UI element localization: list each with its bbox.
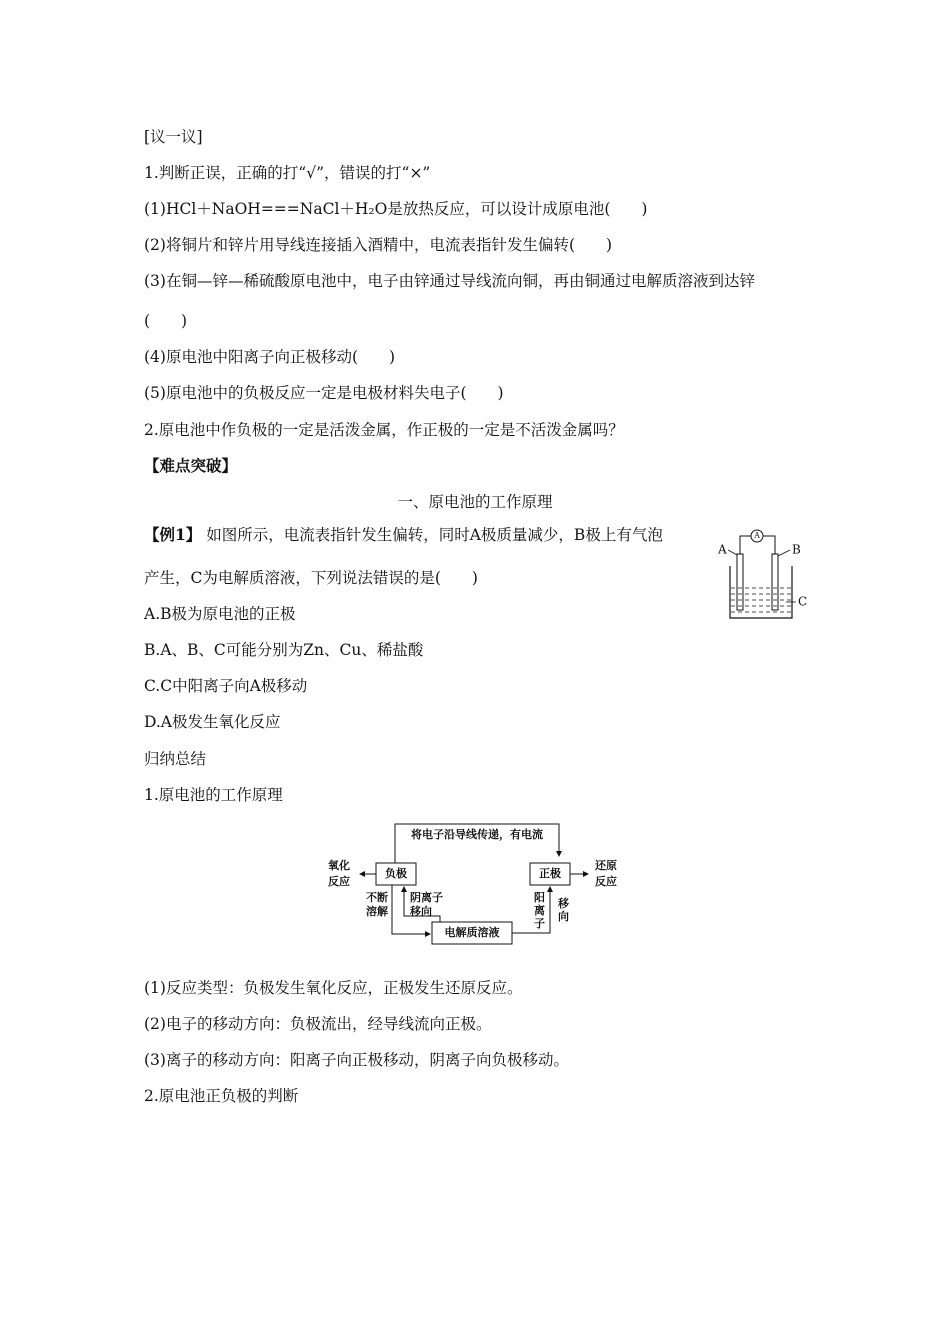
summary-detail-1: (1)反应类型：负极发生氧化反应，正极发生还原反应。 xyxy=(144,979,523,997)
section-title: 一、原电池的工作原理 xyxy=(397,493,553,511)
move-label-2: 向 xyxy=(558,910,569,923)
question-1-item-2: (2)将铜片和锌片用导线连接插入酒精中，电流表指针发生偏转( ) xyxy=(144,236,613,254)
positive-label: 正极 xyxy=(539,867,561,880)
option-b: B.A、B、C可能分别为Zn、Cu、稀盐酸 xyxy=(144,641,424,659)
question-1-item-4: (4)原电池中阳离子向正极移动( ) xyxy=(144,348,396,366)
cation-label-2: 离 xyxy=(534,904,545,917)
breakthrough-header: 【难点突破】 xyxy=(144,456,238,475)
leader-b xyxy=(778,550,790,556)
question-1-item-5: (5)原电池中的负极反应一定是电极材料失电子( ) xyxy=(144,384,504,402)
question-1-item-3: (3)在铜—锌—稀硫酸原电池中，电子由锌通过导线流向铜，再由铜通过电解质溶液到达锌 xyxy=(144,272,755,290)
summary-detail-2: (2)电子的移动方向：负极流出，经导线流向正极。 xyxy=(144,1015,492,1033)
example-1-line-2: 产生，C为电解质溶液，下列说法错误的是( ) xyxy=(144,569,478,587)
option-c: C.C中阳离子向A极移动 xyxy=(144,677,308,695)
anion-label-2: 移向 xyxy=(410,905,432,918)
question-1-item-1: (1)HCl＋NaOH===NaCl＋H₂O是放热反应，可以设计成原电池( ) xyxy=(144,200,648,218)
electrode-b-label: B xyxy=(792,542,801,557)
electrode-b xyxy=(772,554,778,610)
oxidation-label-1: 氧化 xyxy=(328,859,350,872)
dissolve-label-1: 不断 xyxy=(366,891,388,904)
example-1-line-1 xyxy=(144,525,663,545)
option-d: D.A极发生氧化反应 xyxy=(144,713,281,731)
question-1-item-3-blank: ( ) xyxy=(144,312,188,330)
electrode-a-label: A xyxy=(718,542,727,557)
option-a: A.B极为原电池的正极 xyxy=(144,605,296,623)
discussion-header: [议一议] xyxy=(144,128,203,146)
ammeter-label: A xyxy=(754,531,760,540)
question-2: 2.原电池中作负极的一定是活泼金属，作正极的一定是不活泼金属吗？ xyxy=(144,421,624,439)
question-1-title: 1.判断正误，正确的打“√”，错误的打“×” xyxy=(144,164,431,182)
cation-label-1: 阳 xyxy=(534,891,545,904)
reduction-label-2: 反应 xyxy=(595,875,617,888)
summary-detail-3: (3)离子的移动方向：阳离子向正极移动，阴离子向负极移动。 xyxy=(144,1051,569,1069)
example-1-stem-1: 如图所示，电流表指针发生偏转，同时A极质量减少，B极上有气泡 xyxy=(206,526,663,544)
example-1-label: 【例1】 xyxy=(144,525,202,544)
cation-label-3: 子 xyxy=(534,917,545,930)
electrolyte-c-label: C xyxy=(798,594,808,609)
reduction-label-1: 还原 xyxy=(595,859,617,872)
dissolve-label-2: 溶解 xyxy=(366,905,388,918)
top-wire-label: 将电子沿导线传递，有电流 xyxy=(411,828,543,841)
electrode-a xyxy=(737,554,743,610)
move-label-1: 移 xyxy=(558,897,569,910)
anion-label-1: 阴离子 xyxy=(410,891,443,904)
working-principle-diagram xyxy=(320,816,630,948)
summary-point-2: 2.原电池正负极的判断 xyxy=(144,1087,299,1105)
electrolyte-label: 电解质溶液 xyxy=(444,926,500,939)
summary-point-1: 1.原电池的工作原理 xyxy=(144,786,283,804)
oxidation-label-2: 反应 xyxy=(328,875,350,888)
summary-header: 归纳总结 xyxy=(144,750,207,768)
negative-label: 负极 xyxy=(385,867,407,880)
galvanic-cell-figure xyxy=(712,526,812,622)
